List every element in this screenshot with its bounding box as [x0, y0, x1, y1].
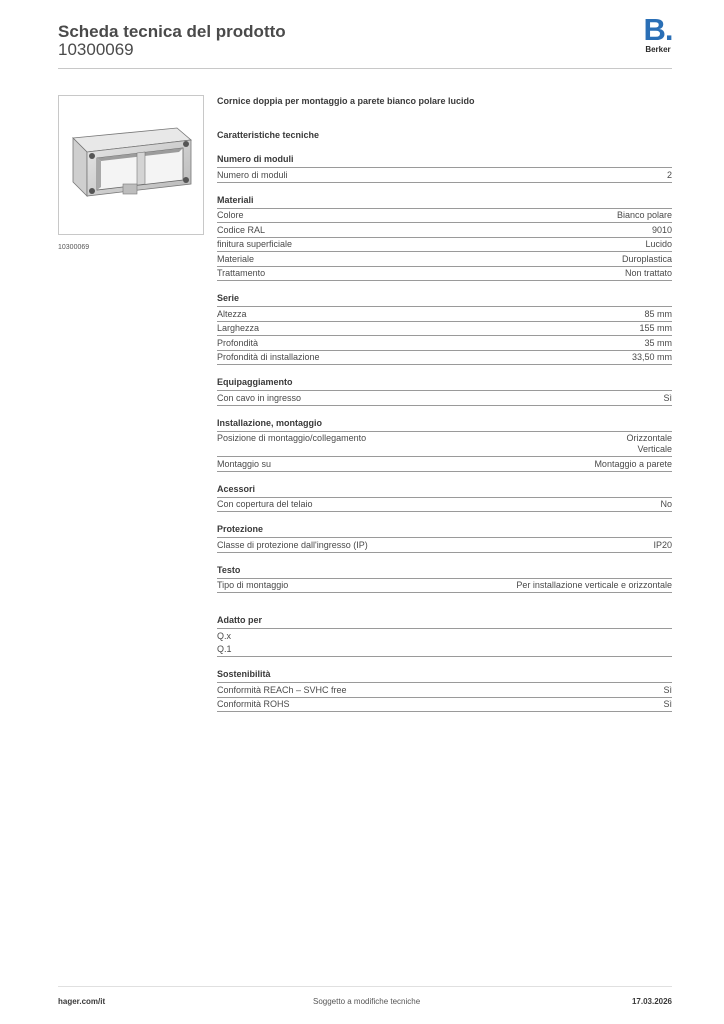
spec-label: Conformità ROHS — [217, 699, 290, 709]
suitable-section — [217, 615, 672, 657]
spec-row — [217, 683, 672, 698]
footer-divider — [58, 986, 672, 987]
spec-value — [644, 309, 672, 320]
spec-label: Colore — [217, 210, 244, 220]
spec-value — [652, 225, 672, 236]
spec-row — [217, 209, 672, 224]
page-title: Scheda tecnica del prodotto — [58, 22, 286, 41]
spec-row — [217, 223, 672, 238]
section-title: Sostenibilità — [217, 669, 672, 683]
section-title: Protezione — [217, 524, 672, 538]
spec-label: Trattamento — [217, 268, 266, 278]
spec-value-line: Per installazione verticale e orizzontale — [516, 580, 672, 590]
spec-value-line: 85 mm — [644, 308, 672, 319]
spec-label: Montaggio su — [217, 458, 272, 469]
spec-value-line: 2 — [666, 169, 672, 180]
list-item-label: Q.1 — [217, 644, 232, 654]
section-title: Testo — [217, 565, 672, 579]
spec-label: Materiale — [217, 253, 255, 264]
product-title: Cornice doppia per montaggio a parete bianco polare lucido — [217, 96, 475, 106]
berker-logo — [640, 12, 676, 54]
image-caption: 10300069 — [58, 244, 90, 251]
spec-row — [217, 432, 672, 458]
logo-brand-name: Berker — [645, 45, 671, 54]
spec-row — [217, 351, 672, 366]
spec-section — [217, 524, 672, 553]
spec-label: Profondità — [217, 337, 259, 348]
section-title: Equipaggiamento — [217, 377, 672, 391]
spec-row — [217, 322, 672, 337]
spec-value — [626, 433, 672, 455]
list-item — [217, 629, 672, 643]
tech-heading: Caratteristiche tecniche — [217, 130, 320, 140]
footer-note: Soggetto a modifiche tecniche — [313, 997, 421, 1006]
spec-row — [217, 252, 672, 267]
spec-row — [217, 307, 672, 322]
spec-value-line: Montaggio a parete — [594, 458, 672, 469]
spec-value — [639, 323, 672, 334]
spec-section — [217, 565, 672, 594]
section-title: Acessori — [217, 484, 672, 498]
spec-row — [217, 698, 672, 713]
spec-row — [217, 498, 672, 513]
spec-value — [622, 254, 672, 265]
spec-section — [217, 377, 672, 406]
spec-value — [617, 210, 672, 221]
spec-label: finitura superficiale — [217, 239, 293, 249]
spec-value: Sì — [663, 684, 672, 695]
spec-section — [217, 154, 672, 183]
spec-label: Numero di moduli — [217, 169, 288, 180]
spec-value-line: Non trattato — [624, 268, 672, 278]
spec-value-line: Lucido — [645, 239, 672, 249]
spec-row — [217, 168, 672, 183]
spec-row — [217, 267, 672, 282]
spec-label: Larghezza — [217, 323, 260, 333]
spec-label: Con copertura del telaio — [217, 499, 313, 509]
spec-value-line: Verticale — [637, 444, 672, 454]
product-image — [58, 95, 204, 235]
spec-value-line: 35 mm — [644, 337, 672, 348]
spec-value — [667, 170, 672, 181]
spec-value-line: 33,50 mm — [631, 352, 672, 362]
spec-sections — [217, 154, 672, 593]
spec-section — [217, 418, 672, 472]
spec-section — [217, 195, 672, 282]
list-item — [217, 643, 672, 657]
spec-value-line: Bianco polare — [616, 210, 672, 220]
footer-date: 17.03.2026 — [631, 997, 672, 1006]
logo-mark: B. — [643, 12, 673, 47]
spec-value: Sì — [663, 699, 672, 709]
spec-value — [632, 352, 672, 363]
spec-value — [663, 393, 672, 404]
spec-label: Con cavo in ingresso — [217, 392, 302, 403]
spec-value-line: IP20 — [653, 539, 672, 550]
spec-label: Tipo di montaggio — [217, 580, 289, 590]
spec-label: Codice RAL — [217, 224, 266, 235]
spec-value — [594, 459, 672, 470]
spec-row — [217, 457, 672, 472]
section-title: Installazione, montaggio — [217, 418, 672, 432]
spec-value-line: No — [660, 499, 672, 509]
section-title: Adatto per — [217, 615, 672, 629]
spec-value — [516, 580, 672, 591]
spec-section — [217, 293, 672, 365]
spec-section — [217, 484, 672, 513]
footer-website-link[interactable]: hager.com/it — [58, 997, 106, 1006]
spec-value — [625, 268, 672, 279]
section-title: Materiali — [217, 195, 672, 209]
spec-content — [217, 96, 672, 712]
spec-value — [660, 499, 672, 510]
header-divider — [58, 68, 672, 69]
spec-label: Conformità REACh – SVHC free — [217, 684, 347, 695]
spec-label: Profondità di installazione — [217, 352, 320, 362]
spec-value — [653, 540, 672, 551]
spec-label: Classe di protezione dall'ingresso (IP) — [217, 539, 368, 550]
spec-row — [217, 579, 672, 594]
section-title: Numero di moduli — [217, 154, 672, 168]
spec-value — [644, 338, 672, 349]
spec-label: Altezza — [217, 308, 247, 319]
spec-value — [645, 239, 672, 250]
spec-row — [217, 238, 672, 253]
spec-value-line: 155 mm — [639, 323, 672, 333]
spec-row — [217, 336, 672, 351]
spec-row — [217, 538, 672, 553]
list-item-label: Q.x — [217, 630, 232, 641]
product-code: 10300069 — [58, 40, 134, 59]
spec-value-line: Duroplastica — [621, 253, 672, 264]
spec-value-line: Orizzontale — [626, 433, 672, 443]
spec-value-line: Sì — [663, 392, 672, 403]
spec-row — [217, 391, 672, 406]
spec-label: Posizione di montaggio/collegamento — [217, 433, 367, 443]
section-title: Serie — [217, 293, 672, 307]
sustainability-section — [217, 669, 672, 712]
suitable-list — [217, 629, 672, 657]
spec-value-line: 9010 — [651, 224, 672, 235]
